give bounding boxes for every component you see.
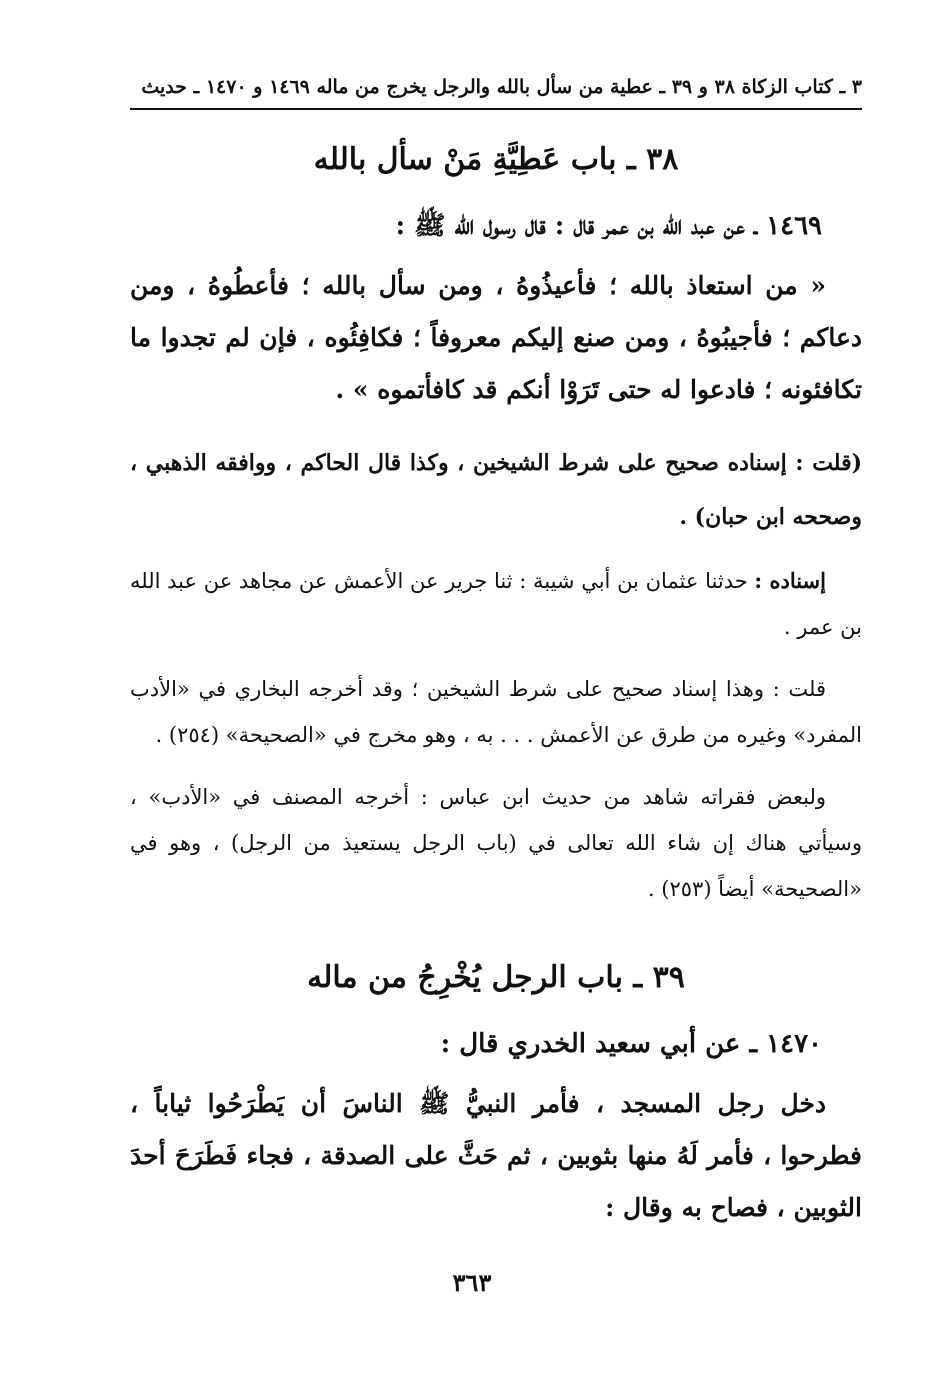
hadith-1470-text: دخل رجل المسجد ، فأمر النبيُّ ﷺ الناسَ أن يَطْرَحُوا ثياباً ، فطرحوا ، فأمر لَهُ منها بثوبين ، ثم حَثَّ على الصدقة ، فجاء فَطَرَحَ أحدَ الثوبين ، فصاح به وقال :: [130, 1089, 862, 1222]
document-page: [130, 70, 862, 1254]
hadith-1469-intro: ١٤٦٩ ـ عن عبد الله بن عمر قال : قال رسول الله ﷺ :: [395, 211, 822, 241]
section-38-title: ٣٨ ـ باب عَطِيَّةِ مَنْ سأل بالله: [313, 142, 679, 177]
grading-note-1469: (قلت : إسناده صحيح على شرط الشيخين ، وكذا قال الحاكم ، ووافقه الذهبي ، وصححه ابن حبان) .: [130, 450, 862, 530]
commentary-paragraph-2: ولبعض فقراته شاهد من حديث ابن عباس : أخرجه المصنف في «الأدب» ، وسيأتي هناك إن شاء الله تعالى في (باب الرجل يستعيذ من الرجل) ، وهو في «الصحيحة» أيضاً (٢٥٣) .: [130, 785, 862, 901]
running-header: ٣ ـ كتاب الزكاة ٣٨ و ٣٩ ـ عطية من سأل بالله والرجل يخرج من ماله ١٤٦٩ و ١٤٧٠ ـ حديث: [130, 70, 862, 110]
isnad-text: حدثنا عثمان بن أبي شيبة : ثنا جرير عن الأعمش عن مجاهد عن عبد الله بن عمر .: [130, 569, 862, 639]
isnad-paragraph: [130, 558, 862, 650]
page-number: ٣٦٣: [452, 1268, 492, 1297]
hadith-1470-intro: ١٤٧٠ ـ عن أبي سعيد الخدري قال :: [440, 1029, 822, 1059]
isnad-label: إسناده :: [754, 568, 826, 593]
section-39-title: ٣٩ ـ باب الرجل يُخْرِجُ من ماله: [307, 960, 685, 995]
hadith-1469-text: « من استعاذ بالله ؛ فأعيذُوهُ ، ومن سأل بالله ؛ فأعطُوهُ ، ومن دعاكم ؛ فأجيبُوهُ ، ومن صنع إليكم معروفاً ؛ فكافِئُوه ، فإن لم تجدوا ما تكافئونه ؛ فادعوا له حتى تَرَوْا أنكم قد كافأتموه » .: [130, 271, 862, 404]
commentary-paragraph-1: قلت : وهذا إسناد صحيح على شرط الشيخين ؛ وقد أخرجه البخاري في «الأدب المفرد» وغيره من طرق عن الأعمش . . . به ، وهو مخرج في «الصحيحة» (٢٥٤) .: [130, 677, 862, 747]
